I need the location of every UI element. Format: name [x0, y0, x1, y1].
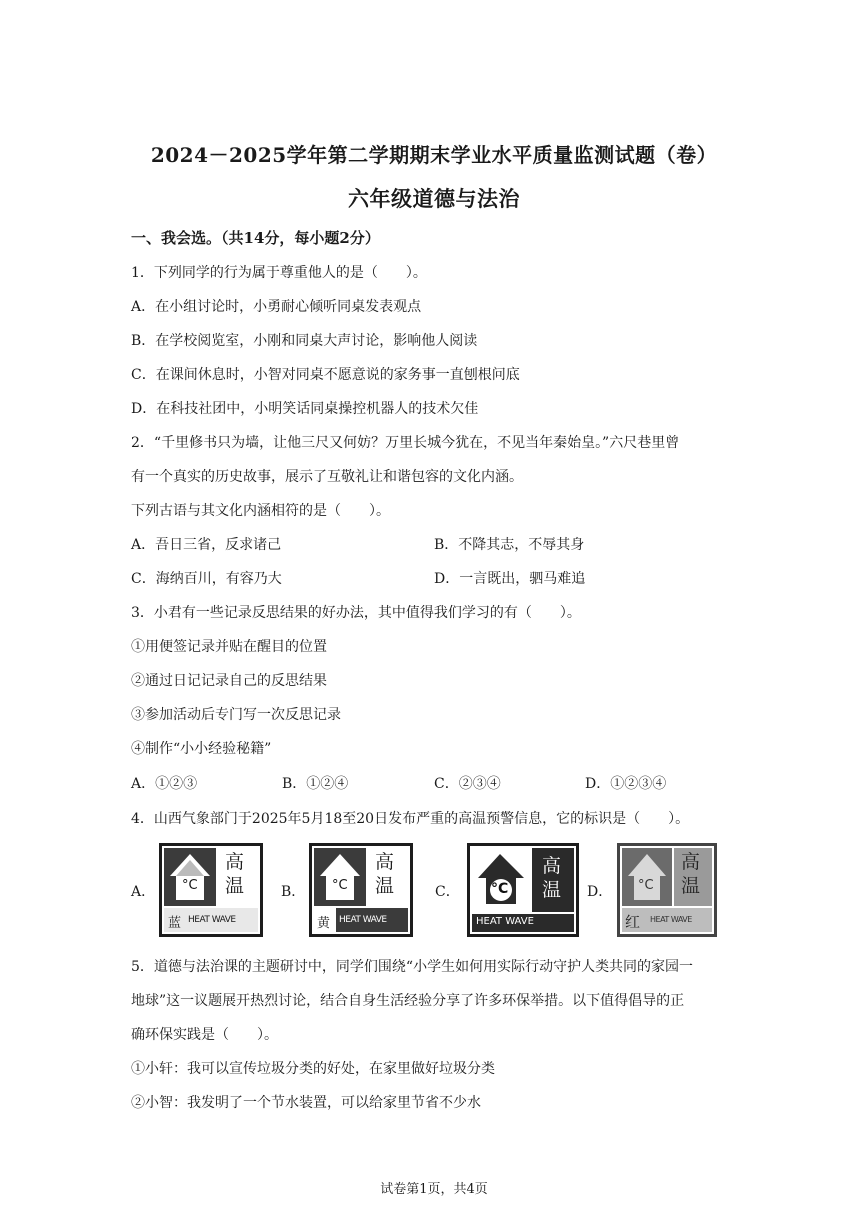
- q2-option-a: A．吾日三省，反求诸己: [131, 537, 282, 553]
- sign-title: 高温: [225, 851, 245, 897]
- q2-stem-line3: 下列古语与其文化内涵相符的是（ ）。: [131, 503, 390, 519]
- q2-option-b: B．不降其志，不辱其身: [434, 537, 585, 553]
- q3-item-4: ④制作“小小经验秘籍”: [131, 741, 272, 757]
- q2-stem-line1: 2．“千里修书只为墙，让他三尺又何妨？万里长城今犹在，不见当年秦始皇。”六尺巷里曾: [131, 435, 680, 451]
- q3-item-3: ③参加活动后专门写一次反思记录: [131, 707, 341, 723]
- q4-sign-options: [131, 843, 741, 939]
- q2-option-d: D．一言既出，驷马难追: [434, 571, 586, 587]
- sign-title: 高温: [375, 851, 395, 897]
- sign-english: HEAT WAVE: [339, 915, 387, 925]
- q1-option-c: C．在课间休息时，小智对同桌不愿意说的家务事一直刨根问底: [131, 367, 520, 383]
- sign-color-word: 红: [625, 913, 641, 931]
- heat-warning-sign-yellow: [309, 843, 413, 937]
- celsius-mark: °C: [182, 878, 198, 893]
- sign-color-word: 蓝: [168, 916, 182, 931]
- q3-item-2: ②通过日记记录自己的反思结果: [131, 673, 327, 689]
- q5-stem-line3: 确环保实践是（ ）。: [131, 1027, 278, 1043]
- celsius-mark: °C: [491, 881, 509, 897]
- q3-item-1: ①用便签记录并贴在醒目的位置: [131, 639, 327, 655]
- q5-item-1: ①小轩：我可以宣传垃圾分类的好处，在家里做好垃圾分类: [131, 1061, 495, 1077]
- celsius-mark: °C: [332, 878, 348, 893]
- q3-option-b: B．①②④: [282, 776, 349, 792]
- subject-title: 六年级道德与法治: [348, 186, 520, 211]
- sign-title: 高温: [542, 855, 562, 901]
- q5-item-2: ②小智：我发明了一个节水装置，可以给家里节省不少水: [131, 1095, 481, 1111]
- section-heading: 一、我会选。（共14分，每小题2分）: [131, 229, 380, 247]
- q3-option-d: D．①②③④: [585, 776, 667, 792]
- q1-stem: 1．下列同学的行为属于尊重他人的是（ ）。: [131, 265, 427, 281]
- q3-stem: 3．小君有一些记录反思结果的好办法，其中值得我们学习的有（ ）。: [131, 605, 581, 621]
- q2-stem-line2: 有一个真实的历史故事，展示了互敬礼让和谐包容的文化内涵。: [131, 469, 523, 485]
- sign-english: HEAT WAVE: [188, 915, 236, 925]
- q4-label-b: B．: [281, 884, 306, 900]
- q1-option-b: B．在学校阅览室，小刚和同桌大声讨论，影响他人阅读: [131, 333, 478, 349]
- page-footer: 试卷第1页，共4页: [380, 1182, 488, 1197]
- q4-label-c: C．: [435, 884, 460, 900]
- sign-title: 高温: [681, 851, 701, 897]
- heat-warning-sign-red: [617, 843, 717, 937]
- celsius-mark: °C: [638, 878, 654, 893]
- sign-english: HEAT WAVE: [650, 915, 692, 924]
- q4-label-a: A．: [131, 884, 156, 900]
- sign-english: HEAT WAVE: [476, 916, 534, 927]
- q3-option-a: A．①②③: [131, 776, 198, 792]
- q5-stem-line1: 5．道德与法治课的主题研讨中，同学们围绕“小学生如何用实际行动守护人类共同的家园一: [131, 959, 694, 975]
- q3-option-c: C．②③④: [434, 776, 501, 792]
- q4-stem: 4．山西气象部门于2025年5月18至20日发布严重的高温预警信息，它的标识是（ ）。: [131, 811, 690, 827]
- q1-option-d: D．在科技社团中，小明笑话同桌操控机器人的技术欠佳: [131, 401, 479, 417]
- q2-option-c: C．海纳百川，有容乃大: [131, 571, 282, 587]
- q4-label-d: D．: [587, 884, 613, 900]
- heat-warning-sign-orange: [467, 843, 579, 937]
- sign-color-word: 黄: [317, 916, 331, 931]
- q5-stem-line2: 地球”这一议题展开热烈讨论，结合自身生活经验分享了许多环保举措。以下值得倡导的正: [131, 993, 685, 1009]
- heat-warning-sign-blue: [159, 843, 263, 937]
- q1-option-a: A．在小组讨论时，小勇耐心倾听同桌发表观点: [131, 299, 422, 315]
- exam-title: 2024－2025学年第二学期期末学业水平质量监测试题（卷）: [150, 143, 718, 167]
